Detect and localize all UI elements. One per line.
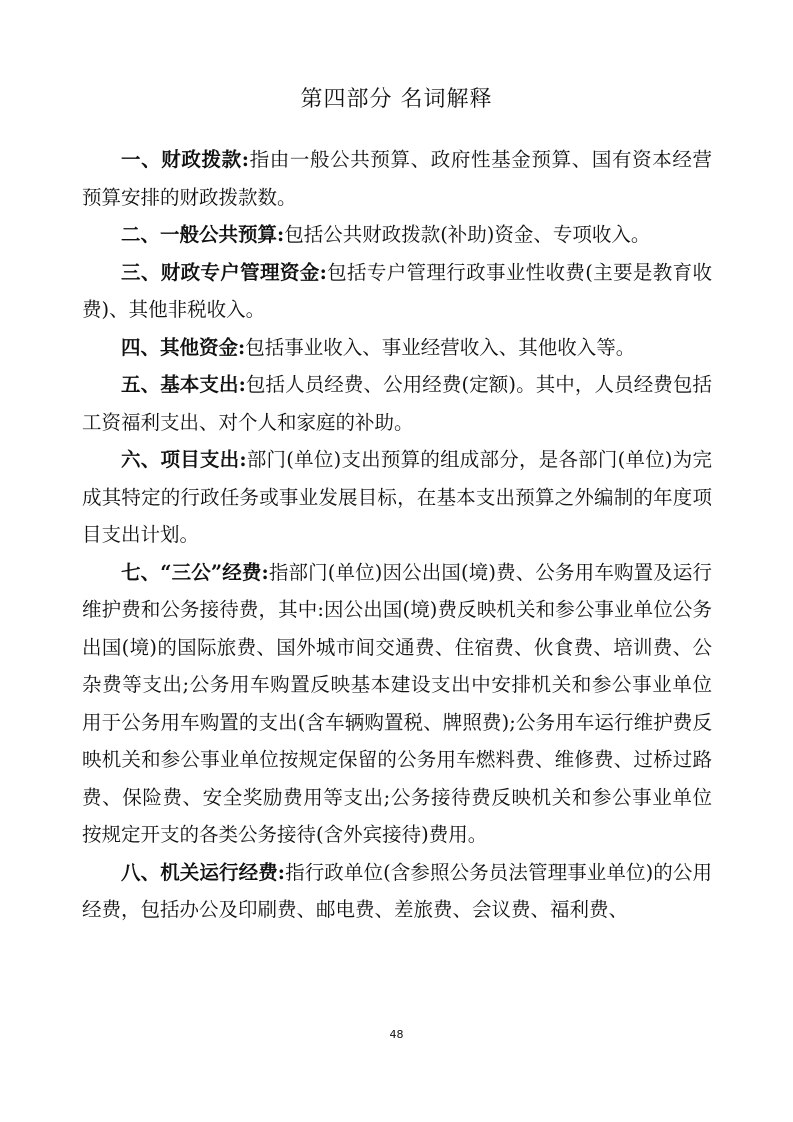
glossary-term: 四、其他资金:: [121, 335, 246, 359]
glossary-term: 五、基本支出:: [121, 373, 246, 396]
page-number: 48: [389, 1028, 404, 1041]
glossary-definition: 包括事业收入、事业经营收入、其他收入等。: [245, 335, 636, 359]
glossary-entry: [82, 441, 712, 554]
glossary-entry: [82, 366, 712, 441]
glossary-definition: 指由一般公共预算、政府性基金预算、国有资本经营预算安排的财政拨款数。: [82, 148, 712, 209]
glossary-definition: 包括人员经费、公用经费(定额)。其中，人员经费包括工资福利支出、对个人和家庭的补助。: [82, 373, 712, 434]
glossary-definition: 指行政单位(含参照公务员法管理事业单位)的公用经费，包括办公及印刷费、邮电费、差旅费、会议费、福利费、: [82, 860, 712, 921]
section-title: 第四部分 名词解释: [300, 87, 493, 112]
glossary-body: [82, 141, 712, 929]
glossary-definition: 部门(单位)支出预算的组成部分，是各部门(单位)为完成其特定的行政任务或事业发展目标，在基本支出预算之外编制的年度项目支出计划。: [82, 448, 713, 546]
glossary-term: 一、财政拨款:: [121, 148, 249, 171]
glossary-term: 六、项目支出:: [121, 448, 247, 471]
glossary-entry: [82, 141, 712, 216]
glossary-entry: [82, 329, 712, 367]
glossary-term: 八、机关运行经费:: [121, 860, 285, 884]
glossary-entry: [82, 254, 712, 329]
glossary-term: 三、财政专户管理资金:: [121, 260, 327, 284]
glossary-entry: [82, 216, 712, 254]
glossary-term: 七、“三公”经费:: [121, 560, 269, 584]
glossary-term: 二、一般公共预算:: [121, 223, 285, 246]
glossary-definition: 指部门(单位)因公出国(境)费、公务用车购置及运行维护费和公务接待费，其中:因公出国(境)费反映机关和参公事业单位公务出国(境)的国际旅费、国外城市间交通费、住宿费、伙食费、培训费、公杂费等支出;公务用车购置反映基本建设支出中安排机关和参公事业单位用于公务用车购置的支出(含车辆购置税、牌照费);公务用车运行维护费反映机关和参公事业单位按规定保留的公务用车燃料费、维修费、过桥过路费、保险费、安全奖励费用等支出;公务接待费反映机关和参公事业单位按规定开支的各类公务接待(含外宾接待)费用。: [82, 560, 712, 846]
glossary-entry: [82, 854, 712, 929]
glossary-definition: 包括公共财政拨款(补助)资金、专项收入。: [284, 223, 651, 246]
glossary-definition: 包括专户管理行政事业性收费(主要是教育收费)、其他非税收入。: [82, 260, 712, 321]
glossary-entry: [82, 554, 712, 854]
